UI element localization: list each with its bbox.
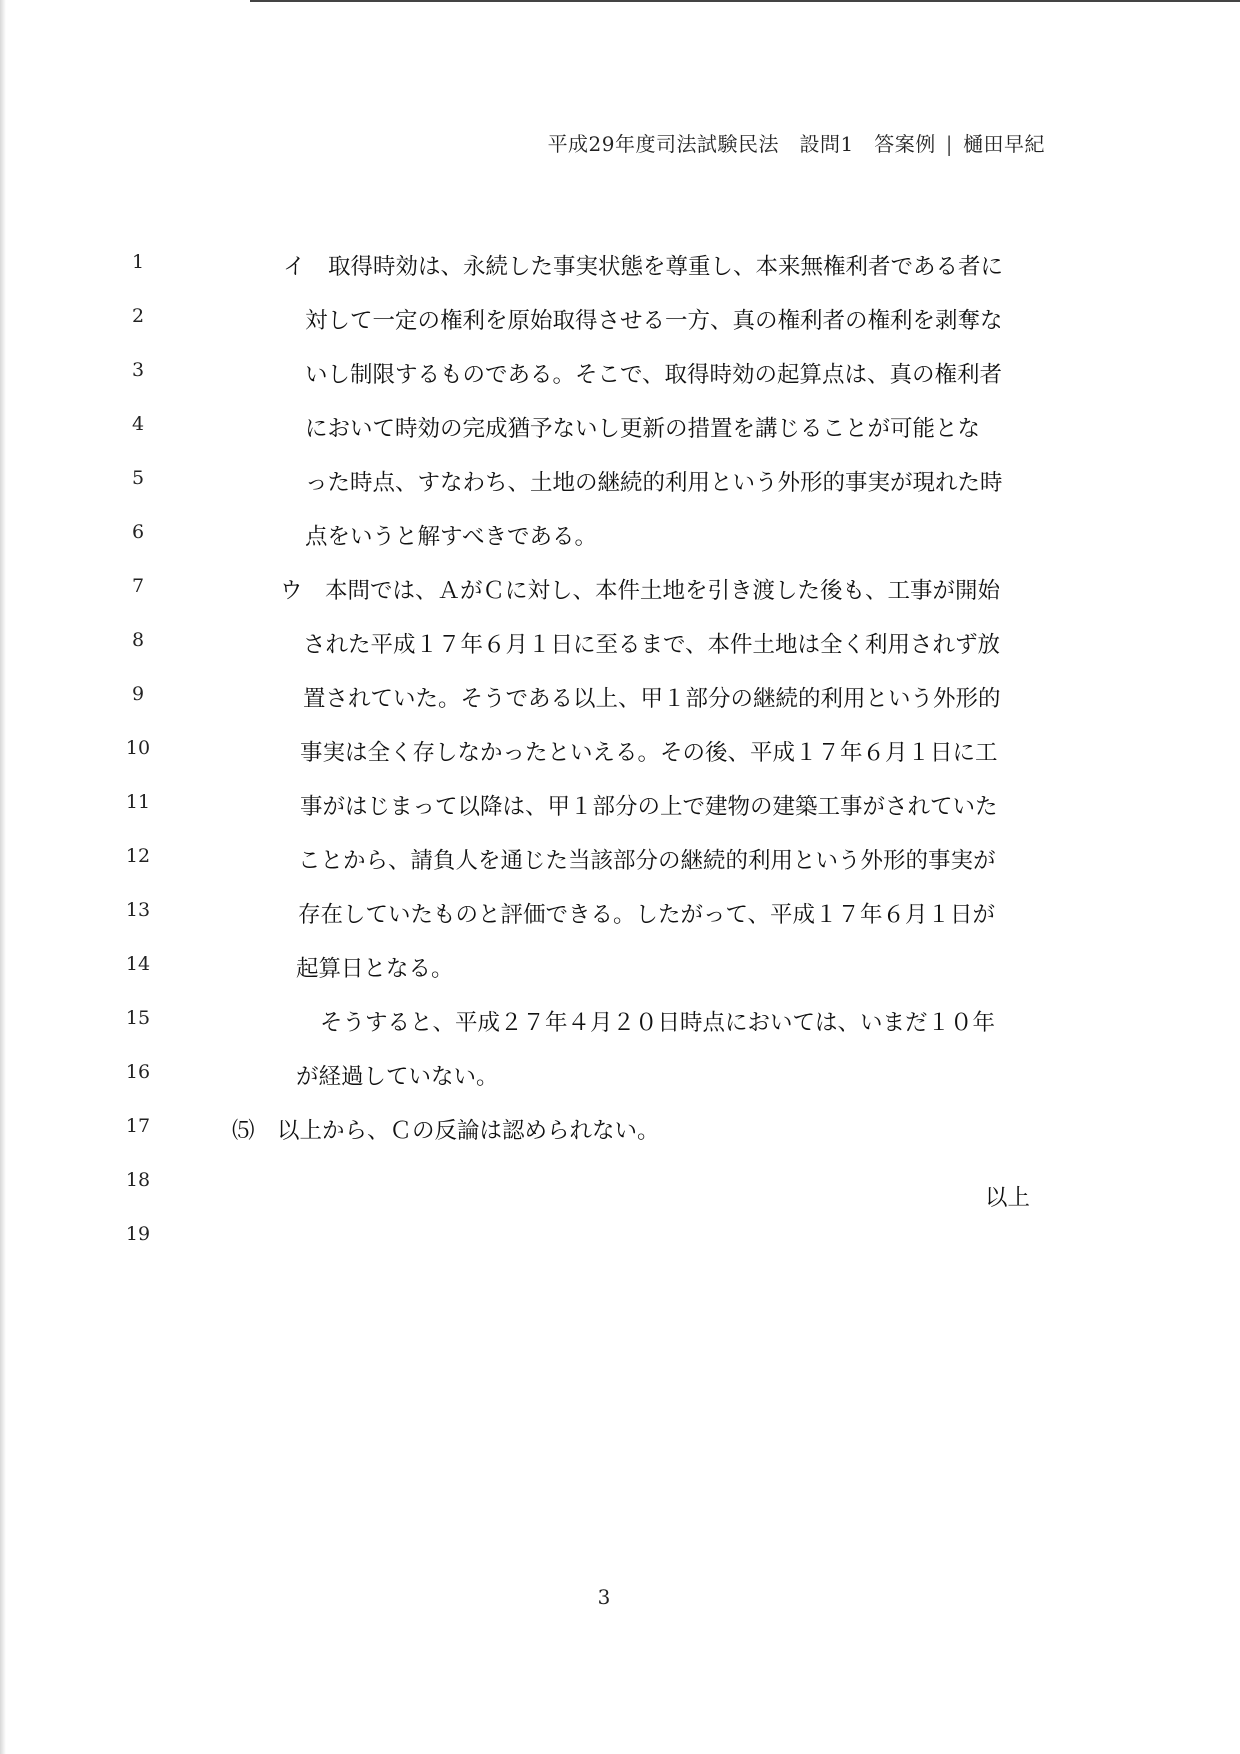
text-line: 対して一定の権利を原始取得させる一方、真の権利者の権利を剥奪な	[305, 308, 1003, 334]
header-title: 平成29年度司法試験民法 設問1 答案例	[547, 132, 936, 156]
line-number: 4	[131, 413, 145, 435]
text-line: が経過していない。	[296, 1064, 499, 1090]
line-number: 16	[125, 1061, 151, 1083]
line-number: 8	[131, 629, 145, 651]
text-line: 事実は全く存しなかったといえる。その後、平成１７年６月１日に工	[300, 740, 998, 766]
scan-edge-shadow	[0, 0, 6, 1754]
line-number: 11	[125, 791, 151, 813]
text-line: そうすると、平成２７年４月２０日時点においては、いまだ１０年	[320, 1010, 996, 1036]
text-line: ことから、請負人を通じた当該部分の継続的利用という外形的事実が	[298, 848, 996, 874]
text-line: 点をいうと解すべきである。	[305, 524, 598, 550]
line-number: 3	[131, 359, 145, 381]
line-number: 5	[131, 467, 145, 489]
text-line: った時点、すなわち、土地の継続的利用という外形的事実が現れた時	[305, 470, 1003, 496]
text-line: された平成１７年６月１日に至るまで、本件土地は全く利用されず放	[303, 632, 1001, 658]
text-line: 起算日となる。	[296, 956, 454, 982]
line-number: 13	[125, 899, 151, 921]
closing-mark: 以上	[985, 1185, 1031, 1211]
line-number: 14	[125, 953, 151, 975]
text-line: 存在していたものと評価できる。したがって、平成１７年６月１日が	[298, 902, 996, 928]
text-line: 置されていた。そうである以上、甲１部分の継続的利用という外形的	[303, 686, 1001, 712]
line-number: 19	[125, 1223, 151, 1245]
page-header	[548, 128, 1045, 157]
page-top-border	[250, 0, 1240, 2]
page-number: 3	[597, 1585, 611, 1609]
header-separator: |	[945, 132, 953, 156]
line-number: 10	[125, 737, 151, 759]
text-line: 事がはじまって以降は、甲１部分の上で建物の建築工事がされていた	[300, 794, 998, 820]
line-number: 6	[131, 521, 145, 543]
line-number: 15	[125, 1007, 151, 1029]
line-number: 12	[125, 845, 151, 867]
line-number: 2	[131, 305, 145, 327]
text-line: ウ 本問では、ＡがＣに対し、本件土地を引き渡した後も、工事が開始	[280, 578, 1001, 604]
header-author: 樋田早紀	[963, 132, 1045, 156]
text-line: イ 取得時効は、永続した事実状態を尊重し、本来無権利者である者に	[283, 254, 1004, 280]
line-number: 18	[125, 1169, 151, 1191]
text-line: において時効の完成猶予ないし更新の措置を講じることが可能とな	[305, 416, 981, 442]
line-number: 17	[125, 1115, 151, 1137]
line-number: 7	[131, 575, 145, 597]
text-line: ⑸ 以上から、Ｃの反論は認められない。	[232, 1118, 660, 1144]
line-number: 9	[131, 683, 145, 705]
line-number: 1	[131, 251, 145, 273]
text-line: いし制限するものである。そこで、取得時効の起算点は、真の権利者	[305, 362, 1003, 388]
